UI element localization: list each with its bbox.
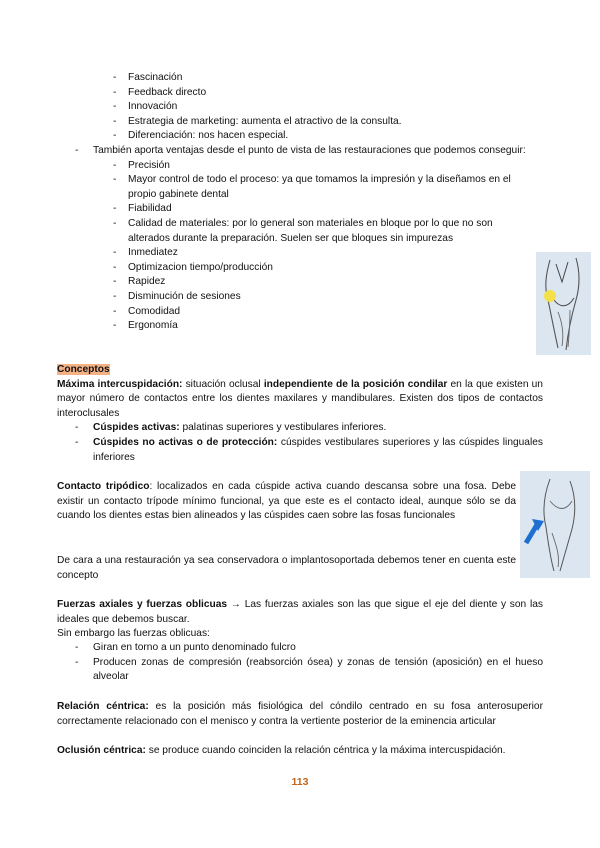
definition-text: en la que existen un mayor número de contactos entre los dientes maxilares y mandibulares. Existen dos tipos de contactos interoclusales xyxy=(57,378,543,419)
list-item xyxy=(57,421,543,436)
term-label: Fuerzas axiales y fuerzas oblicuas xyxy=(57,599,228,610)
term-label: Cúspides no activas o de protección: xyxy=(93,436,278,448)
definition-text: palatinas superiores y vestibulares inferiores. xyxy=(179,422,387,434)
conceptos-heading: Conceptos xyxy=(57,364,110,375)
term-label: Relación céntrica: xyxy=(57,701,149,712)
list-item: - Feedback directo xyxy=(57,86,543,101)
tooth-force-sketch-image xyxy=(520,471,590,578)
list-item: - Inmediatez xyxy=(57,246,531,261)
benefits-list xyxy=(57,71,543,144)
list-item: - Calidad de materiales: por lo general son materiales en bloque por lo que no son alterados durante la preparación. Suelen ser que bloques sin impurezas xyxy=(57,217,513,246)
term-label: independiente de la posición condilar xyxy=(263,378,448,390)
list-item: - Innovación xyxy=(57,100,543,115)
advantages-intro: También aporta ventajas desde el punto de vista de las restauraciones que podemos conseguir: xyxy=(93,144,526,156)
list-item: - Ergonomía xyxy=(57,319,531,334)
centric-relation-paragraph xyxy=(57,700,543,729)
definition-text: situación oclusal xyxy=(182,378,264,390)
list-item: - Optimizacion tiempo/producción xyxy=(57,261,531,276)
tooth-sketch-image xyxy=(536,252,591,355)
restoration-advantages-list xyxy=(57,144,543,334)
centric-occlusion-paragraph xyxy=(57,744,543,759)
list-item: - Producen zonas de compresión (reabsorción ósea) y zonas de tensión (aposición) en el hueso alveolar xyxy=(57,656,543,685)
oblique-forces-list xyxy=(57,641,543,685)
list-item: - Comodidad xyxy=(57,305,531,320)
term-label: Contacto tripódico xyxy=(57,481,150,492)
definition-text: cúspides vestibulares superiores y las cúspides linguales inferiores xyxy=(93,436,543,463)
list-item: - Giran en torno a un punto denominado fulcro xyxy=(57,641,543,656)
list-item: - Fascinación xyxy=(57,71,543,86)
list-item: - Fiabilidad xyxy=(57,202,531,217)
tripod-contact-paragraph xyxy=(57,480,516,524)
list-item: - Estrategia de marketing: aumenta el atractivo de la consulta. xyxy=(57,115,543,130)
max-intercuspidation-paragraph xyxy=(57,378,543,422)
definition-text: es la posición más fisiológica del cóndilo centrado en su fosa anterosuperior correctamente relacionado con el menisco y contra la vertiente posterior de la eminencia articular xyxy=(57,701,543,727)
advantages-sublist xyxy=(57,159,531,334)
oblique-forces-intro: Sin embargo las fuerzas oblicuas: xyxy=(57,628,210,639)
term-label: Oclusión céntrica: xyxy=(57,745,146,756)
restoration-note-paragraph: De cara a una restauración ya sea conservadora o implantosoportada debemos tener en cuenta este concepto xyxy=(57,555,516,581)
ventajas-list-block xyxy=(57,71,543,334)
term-label: Cúspides activas: xyxy=(93,422,180,434)
definition-text: se produce cuando coinciden la relación céntrica y la máxima intercuspidación. xyxy=(145,745,506,756)
term-label: Máxima intercuspidación: xyxy=(57,378,183,390)
list-item: - Mayor control de todo el proceso: ya que tomamos la impresión y la diseñamos en el propio gabinete dental xyxy=(57,173,531,202)
list-item: - Diferenciación: nos hacen especial. xyxy=(57,129,543,144)
list-item: - Precisión xyxy=(57,159,531,174)
definition-text: : localizados en cada cúspide activa cuando descansa sobre una fosa. Debe existir un contacto trípode mínimo funcional, ya que este es el contacto ideal, aunque sólo se da cuando los dientes estas bien alineados y las cúspides caen sobre las fosas funcionales xyxy=(57,481,516,522)
list-item xyxy=(57,436,543,465)
definition-text: → Las fuerzas axiales son las que sigue el eje del diente y son las ideales que debemos buscar. xyxy=(57,599,543,625)
page-number: 113 xyxy=(291,776,309,788)
list-item: - Rapidez xyxy=(57,275,531,290)
oblique-forces-block xyxy=(57,641,543,685)
conceptos-section xyxy=(57,363,543,465)
forces-paragraph xyxy=(57,598,543,627)
cusps-list xyxy=(57,421,543,465)
list-item: - Disminución de sesiones xyxy=(57,290,531,305)
